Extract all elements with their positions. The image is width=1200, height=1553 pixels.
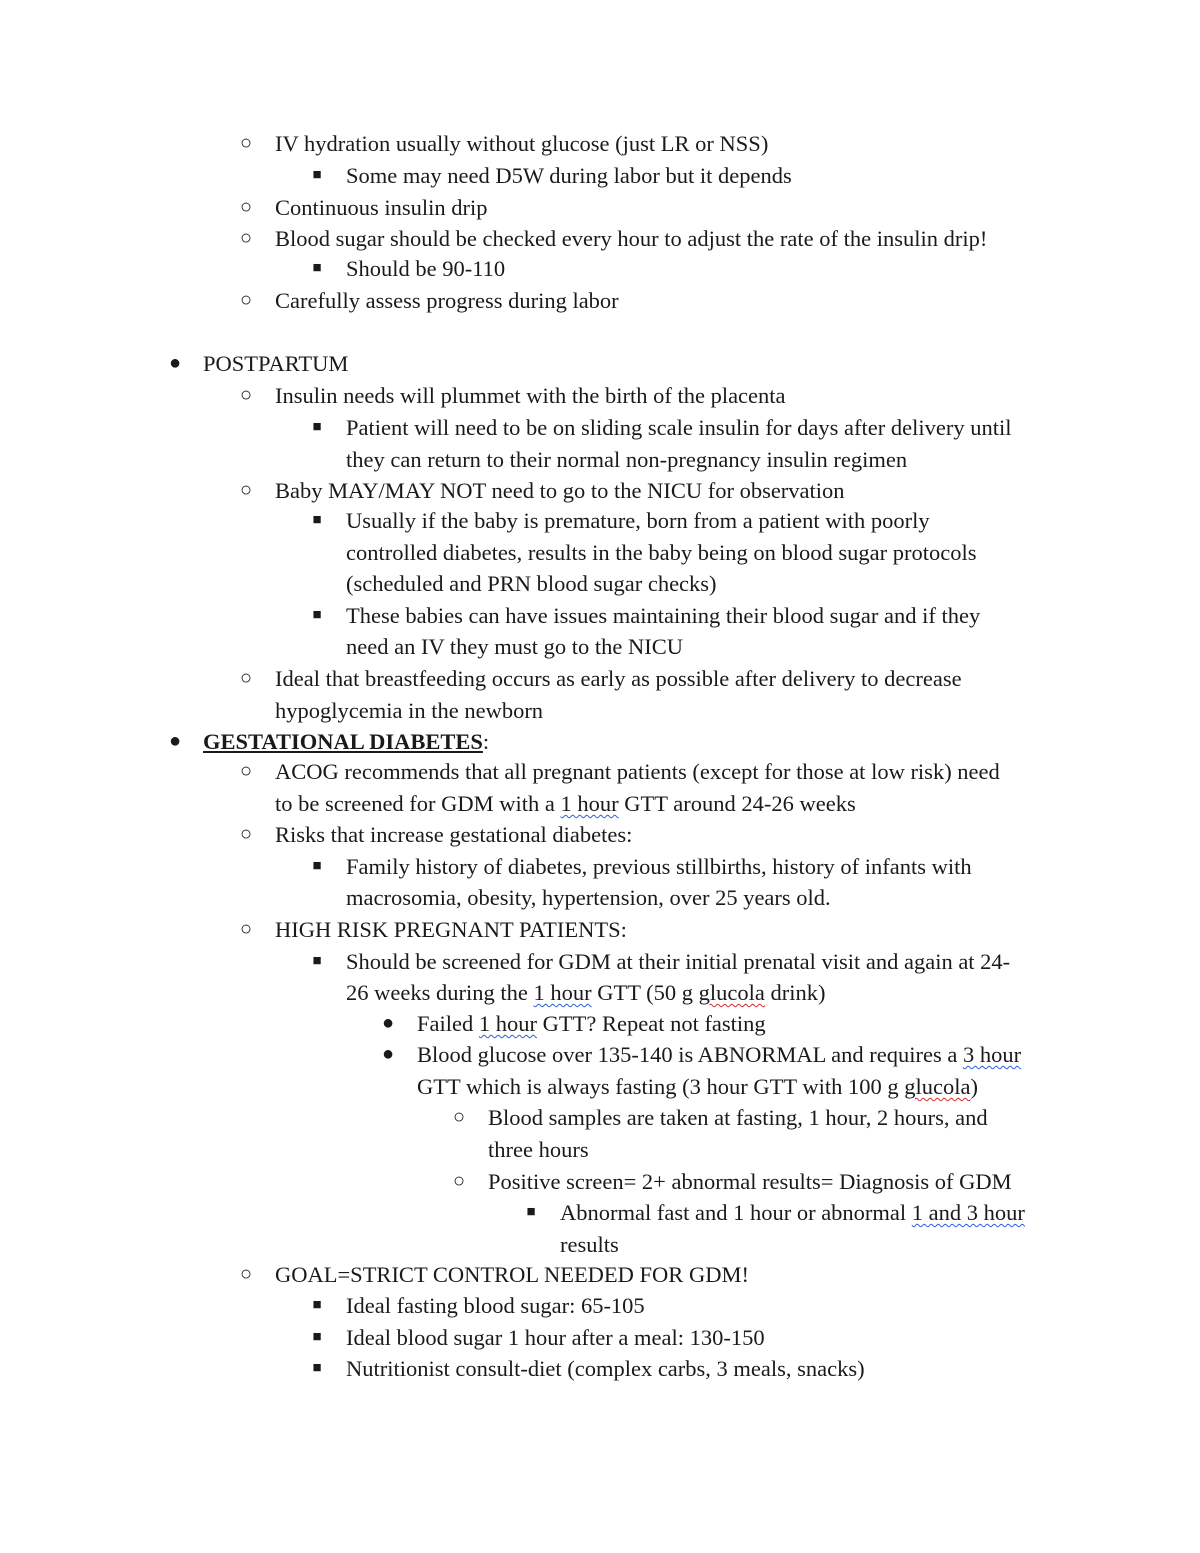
section-heading-postpartum: POSTPARTUM (203, 351, 349, 376)
list-item: Insulin needs will plummet with the birth of the placenta (275, 383, 786, 408)
list-item (417, 1008, 766, 1039)
circle-bullet-icon: ○ (239, 1263, 253, 1285)
text-run: Abnormal fast and 1 hour or abnormal (560, 1200, 912, 1225)
square-bullet-icon: ■ (312, 1297, 322, 1313)
square-bullet-icon: ■ (526, 1204, 536, 1220)
spellcheck-flag: 1 hour (478, 1011, 537, 1036)
section-heading-gestational-diabetes (203, 726, 489, 757)
list-item (417, 1039, 1021, 1070)
circle-bullet-icon: ○ (239, 823, 253, 845)
list-item-continuation: need an IV they must go to the NICU (346, 634, 684, 659)
list-item-continuation: (scheduled and PRN blood sugar checks) (346, 571, 717, 596)
circle-bullet-icon: ○ (239, 760, 253, 782)
list-item: Should be screened for GDM at their initial prenatal visit and again at 24- (346, 949, 1011, 974)
circle-bullet-icon: ○ (239, 384, 253, 406)
square-bullet-icon: ■ (312, 167, 322, 183)
square-bullet-icon: ■ (312, 607, 322, 623)
list-item: Should be 90-110 (346, 256, 506, 281)
spellcheck-flag: 1 hour (560, 791, 619, 816)
square-bullet-icon: ■ (312, 953, 322, 969)
circle-bullet-icon: ○ (452, 1170, 466, 1192)
list-item: ACOG recommends that all pregnant patients (except for those at low risk) need (275, 759, 1000, 784)
text-run: to be screened for GDM with a (275, 791, 561, 816)
circle-bullet-icon: ○ (239, 196, 253, 218)
list-item: Blood sugar should be checked every hour to adjust the rate of the insulin drip! (275, 226, 988, 251)
text-run: 26 weeks during the (346, 980, 534, 1005)
disc-bullet-icon: ● (168, 352, 182, 374)
list-item: Ideal fasting blood sugar: 65-105 (346, 1293, 645, 1318)
circle-bullet-icon: ○ (239, 227, 253, 249)
list-item: Ideal that breastfeeding occurs as early as possible after delivery to decrease (275, 666, 962, 691)
list-item: HIGH RISK PREGNANT PATIENTS: (275, 917, 627, 942)
text-run: GTT around 24-26 weeks (618, 791, 856, 816)
heading-colon: : (482, 729, 490, 754)
list-item: Family history of diabetes, previous stillbirths, history of infants with (346, 854, 972, 879)
list-item: Baby MAY/MAY NOT need to go to the NICU for observation (275, 478, 845, 503)
list-item: IV hydration usually without glucose (just LR or NSS) (275, 131, 769, 156)
list-item-continuation: results (560, 1232, 619, 1257)
disc-bullet-icon: ● (168, 730, 182, 752)
square-bullet-icon: ■ (312, 419, 322, 435)
list-item: Ideal blood sugar 1 hour after a meal: 130-150 (346, 1325, 765, 1350)
spellcheck-flag: glucola (904, 1074, 971, 1099)
list-item-continuation: hypoglycemia in the newborn (275, 698, 544, 723)
circle-bullet-icon: ○ (452, 1106, 466, 1128)
square-bullet-icon: ■ (312, 260, 322, 276)
text-run: drink) (764, 980, 826, 1005)
list-item: Risks that increase gestational diabetes: (275, 822, 633, 847)
text-run: Blood glucose over 135-140 is ABNORMAL and requires a (417, 1042, 963, 1067)
square-bullet-icon: ■ (312, 1360, 322, 1376)
list-item-continuation: controlled diabetes, results in the baby being on blood sugar protocols (346, 540, 977, 565)
square-bullet-icon: ■ (312, 858, 322, 874)
spellcheck-flag: 1 hour (533, 980, 592, 1005)
disc-bullet-icon: ● (381, 1012, 395, 1034)
square-bullet-icon: ■ (312, 1329, 322, 1345)
list-item: These babies can have issues maintaining their blood sugar and if they (346, 603, 981, 628)
list-item: Blood samples are taken at fasting, 1 hour, 2 hours, and (488, 1105, 988, 1130)
text-run: GTT? Repeat not fasting (537, 1011, 766, 1036)
circle-bullet-icon: ○ (239, 479, 253, 501)
list-item: GOAL=STRICT CONTROL NEEDED FOR GDM! (275, 1262, 749, 1287)
circle-bullet-icon: ○ (239, 918, 253, 940)
heading-text: GESTATIONAL DIABETES (203, 729, 483, 754)
list-item: Usually if the baby is premature, born from a patient with poorly (346, 508, 930, 533)
list-item: Some may need D5W during labor but it depends (346, 163, 792, 188)
spellcheck-flag: glucola (698, 980, 765, 1005)
list-item-continuation: macrosomia, obesity, hypertension, over 25 years old. (346, 885, 831, 910)
disc-bullet-icon: ● (381, 1043, 395, 1065)
list-item (560, 1197, 1025, 1228)
list-item-continuation (346, 977, 826, 1008)
list-item-continuation: three hours (488, 1137, 589, 1162)
circle-bullet-icon: ○ (239, 289, 253, 311)
list-item-continuation (417, 1071, 978, 1102)
text-run: GTT (50 g (591, 980, 699, 1005)
circle-bullet-icon: ○ (239, 132, 253, 154)
text-run: Failed (417, 1011, 479, 1036)
list-item: Patient will need to be on sliding scale insulin for days after delivery until (346, 415, 1012, 440)
spellcheck-flag: 1 and 3 hour (911, 1200, 1025, 1225)
list-item: Carefully assess progress during labor (275, 288, 619, 313)
list-item: Continuous insulin drip (275, 195, 488, 220)
list-item-continuation (275, 788, 856, 819)
text-run: ) (970, 1074, 978, 1099)
list-item-continuation: they can return to their normal non-pregnancy insulin regimen (346, 447, 908, 472)
square-bullet-icon: ■ (312, 512, 322, 528)
spellcheck-flag: 3 hour (962, 1042, 1022, 1067)
text-run: GTT which is always fasting (3 hour GTT with 100 g (417, 1074, 905, 1099)
list-item: Positive screen= 2+ abnormal results= Diagnosis of GDM (488, 1169, 1012, 1194)
list-item: Nutritionist consult-diet (complex carbs, 3 meals, snacks) (346, 1356, 865, 1381)
circle-bullet-icon: ○ (239, 667, 253, 689)
